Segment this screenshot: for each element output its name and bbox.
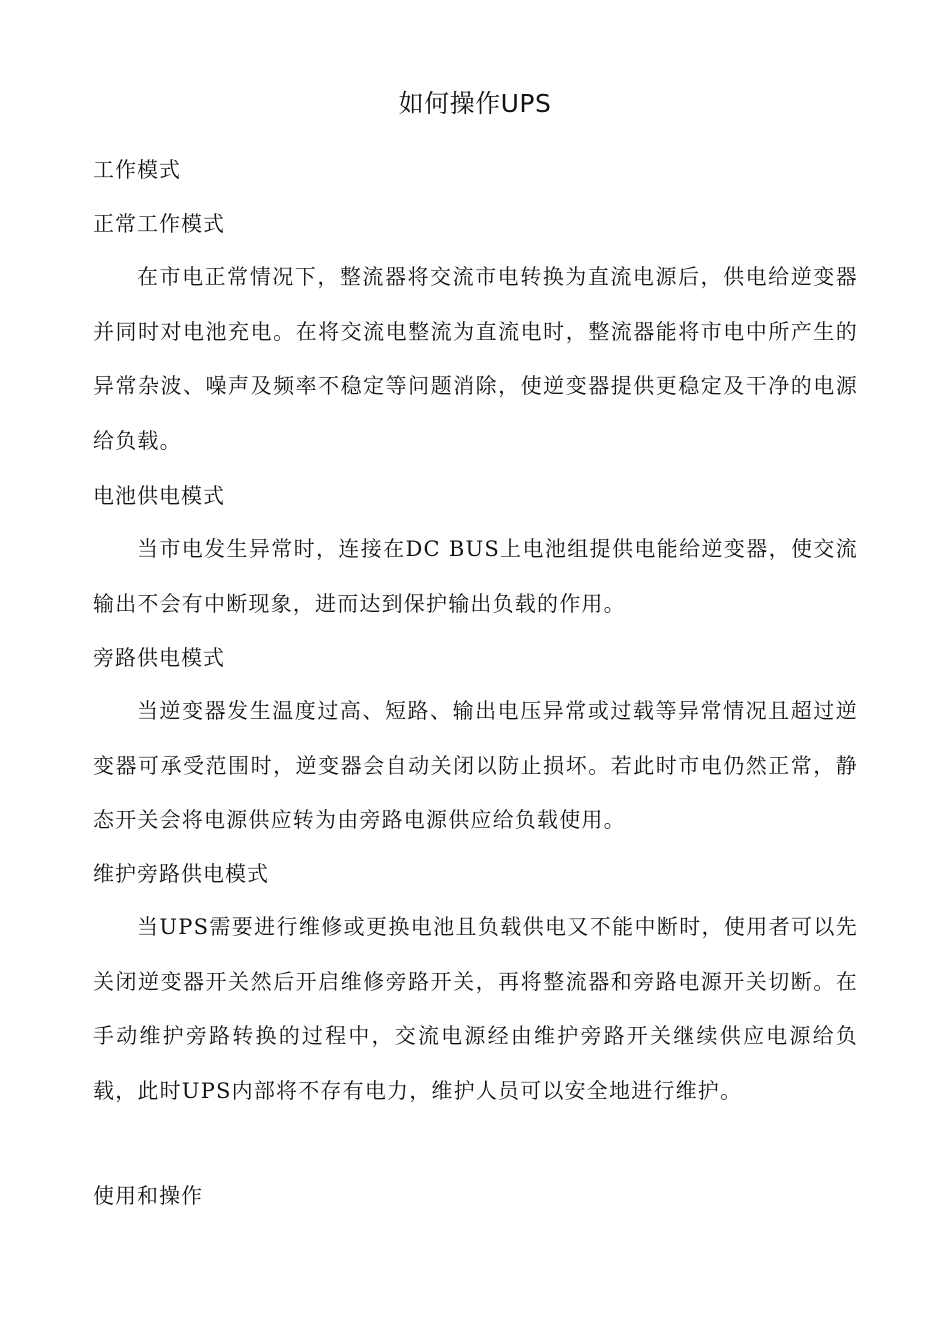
paragraph-normal-mode: 在市电正常情况下，整流器将交流市电转换为直流电源后，供电给逆变器并同时对电池充电。在将交流电整流为直流电时，整流器能将市电中所产生的异常杂波、噪声及频率不稳定等问题消除，使逆变器提供更稳定及干净的电源给负载。 [93, 265, 858, 453]
heading-bypass-mode: 旁路供电模式 [93, 646, 225, 670]
heading-maintenance-bypass-mode: 维护旁路供电模式 [93, 862, 269, 886]
paragraph-maintenance-bypass-mode: 当UPS需要进行维修或更换电池且负载供电又不能中断时，使用者可以先关闭逆变器开关然后开启维修旁路开关，再将整流器和旁路电源开关切断。在手动维护旁路转换的过程中，交流电源经由维护旁路开关继续供应电源给负载，此时UPS内部将不存有电力，维护人员可以安全地进行维护。 [93, 915, 858, 1103]
page-title: 如何操作UPS [398, 89, 552, 118]
heading-battery-mode: 电池供电模式 [93, 484, 225, 508]
paragraph-bypass-mode: 当逆变器发生温度过高、短路、输出电压异常或过载等异常情况且超过逆变器可承受范围时，逆变器会自动关闭以防止损坏。若此时市电仍然正常，静态开关会将电源供应转为由旁路电源供应给负载使用。 [93, 699, 858, 832]
heading-normal-mode: 正常工作模式 [93, 212, 225, 236]
heading-usage-and-operation: 使用和操作 [93, 1184, 203, 1208]
section-heading-work-modes: 工作模式 [93, 158, 181, 182]
paragraph-battery-mode: 当市电发生异常时，连接在DC BUS上电池组提供电能给逆变器，使交流输出不会有中断现象，进而达到保护输出负载的作用。 [93, 537, 858, 616]
